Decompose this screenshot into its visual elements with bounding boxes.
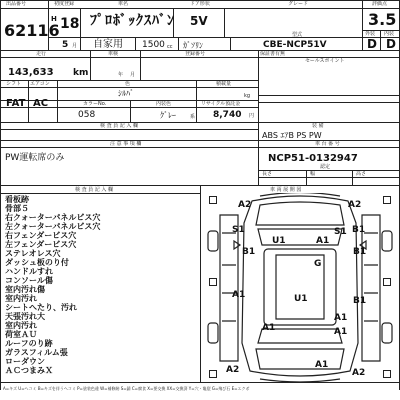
hline-8 bbox=[0, 8, 400, 9]
reg-month-unit: 月 bbox=[72, 43, 78, 49]
damage-mark: U1 bbox=[294, 294, 308, 304]
score: 3.5 bbox=[368, 10, 397, 29]
inspector-item: ガラスフィルム張 bbox=[5, 348, 68, 357]
damage-mark: A2 bbox=[238, 200, 252, 210]
inspector-item: 室内汚れ bbox=[5, 321, 37, 330]
damage-mark: B1 bbox=[353, 296, 367, 306]
vline-n3 bbox=[352, 170, 353, 185]
int-score: D bbox=[386, 37, 396, 51]
inspector-item: 右フェンダービス穴 bbox=[5, 231, 77, 240]
vline-h3 bbox=[80, 8, 81, 50]
aircon: AC bbox=[33, 98, 49, 109]
vline-n2 bbox=[306, 170, 307, 185]
vline-m4 bbox=[28, 80, 29, 122]
recycle: 8,740 bbox=[213, 110, 242, 120]
length-label: 長さ bbox=[262, 171, 273, 177]
damage-mark: G bbox=[314, 259, 322, 269]
inspector-item: シートへたり、汚れ bbox=[5, 303, 77, 312]
score-label: 評価点 bbox=[372, 1, 388, 7]
vline-h7 bbox=[178, 37, 179, 50]
damage-mark: U1 bbox=[272, 236, 286, 246]
ext-score: D bbox=[367, 37, 377, 51]
damage-mark: A1 bbox=[316, 236, 330, 246]
hline-177r bbox=[258, 177, 400, 178]
vline-m3 bbox=[140, 50, 141, 80]
notes-text: PW運転席のみ bbox=[5, 153, 65, 163]
width-label: 幅 bbox=[310, 171, 316, 177]
shift: FAT bbox=[6, 98, 26, 109]
inspector-item: 室内汚れ傷 bbox=[5, 285, 45, 294]
shift-label: シフト bbox=[6, 81, 22, 87]
inspector-title: 検 査 員 記 入 欄 bbox=[75, 187, 113, 193]
era: H bbox=[51, 15, 57, 23]
color-no-label: カラーNo. bbox=[83, 101, 107, 107]
corner-marker bbox=[383, 278, 391, 286]
corner-marker bbox=[209, 196, 217, 204]
warranty-label: 保証書有無 bbox=[260, 51, 286, 57]
vline-m7 bbox=[130, 100, 131, 122]
int-color-label: 内装色 bbox=[156, 101, 172, 107]
inspector-item: ダッシュ板のり付 bbox=[5, 258, 69, 267]
sales-label: セールスポイント bbox=[305, 58, 345, 64]
damage-mark: B1 bbox=[242, 247, 256, 257]
car-name: ﾌﾟﾛﾎﾞｯｸｽﾊﾞﾝ bbox=[90, 13, 175, 29]
inspector-item: 看板跡 bbox=[5, 195, 29, 204]
hline-102r bbox=[258, 102, 400, 103]
approved-label: 認定 bbox=[320, 164, 331, 170]
vline-m2 bbox=[90, 50, 91, 80]
hline-122 bbox=[0, 122, 400, 123]
inspector-item: 室内汚れ bbox=[5, 294, 37, 303]
model: CBE-NCP51V bbox=[263, 40, 327, 50]
inspector-item: ローダウン bbox=[5, 357, 45, 366]
inspector-item: 右クォーターパネルビス穴 bbox=[5, 213, 101, 222]
recycle-label: リサイクル預託金 bbox=[201, 101, 241, 107]
chassis-label: 車 台 番 号 bbox=[315, 141, 340, 147]
reg-month: 5 bbox=[62, 40, 69, 50]
vline-h6 bbox=[135, 37, 136, 50]
frame-left bbox=[0, 0, 1, 390]
displacement: 1500 bbox=[142, 40, 165, 50]
inspector-item: 骨部５ bbox=[5, 204, 29, 213]
inspection-label: 車検 bbox=[108, 51, 119, 57]
first-reg-label: 初度登録 bbox=[54, 1, 75, 7]
aircon-label: エアコン bbox=[30, 81, 50, 87]
color-label: 色 bbox=[125, 81, 131, 87]
color: ｼﾙﾊﾞ bbox=[118, 89, 134, 98]
damage-mark: A1 bbox=[262, 323, 276, 333]
usage: 自家用 bbox=[93, 39, 123, 50]
damage-mark: A1 bbox=[315, 360, 329, 370]
damage-mark: B1 bbox=[352, 225, 366, 235]
hline-382 bbox=[0, 382, 400, 383]
hline-95r bbox=[258, 95, 400, 96]
int-label: 内装 bbox=[384, 31, 395, 37]
exhibit-no-label: 出品番号 bbox=[6, 1, 27, 7]
damage-mark: S1 bbox=[334, 227, 347, 237]
model-label: 型式 bbox=[292, 32, 303, 38]
mileage-unit: km bbox=[73, 68, 89, 78]
inspector-item: ＡＣつまみＸ bbox=[5, 366, 53, 375]
damage-mark: S1 bbox=[232, 225, 245, 235]
hline-129 bbox=[0, 129, 258, 130]
ext-label: 外装 bbox=[365, 31, 376, 37]
vline-h8 bbox=[230, 37, 231, 50]
equipment: ABS ｴｱB PS PW bbox=[262, 131, 322, 140]
damage-mark: A2 bbox=[348, 200, 362, 210]
notes-title: 注 意 事 項 欄 bbox=[110, 141, 142, 147]
inspector-item: 左クォーターパネルビス穴 bbox=[5, 222, 101, 231]
corner-marker bbox=[209, 278, 217, 286]
hline-37 bbox=[48, 37, 362, 38]
height-label: 高さ bbox=[356, 171, 367, 177]
chassis-no: NCP51-0132947 bbox=[268, 153, 358, 164]
inspector-item: ステレオレス穴 bbox=[5, 249, 61, 258]
vline-score bbox=[380, 30, 381, 50]
corner-marker bbox=[383, 370, 391, 378]
inspector-item: コンソール傷 bbox=[5, 276, 53, 285]
hline-170r bbox=[258, 170, 400, 171]
footer-legend: A=キズ U=ヘコミ B=キズを伴うヘコミ P=塗装色違 W=補修跡 S=錆 C=腐食 X=要交換 XX=交換済 Y=穴・亀裂 G=飛び石 E=エクボ bbox=[3, 386, 250, 391]
doors-label: ドア形状 bbox=[190, 1, 210, 7]
hline-193 bbox=[0, 193, 200, 194]
damage-mark: A2 bbox=[352, 368, 366, 378]
reg-year: 18 bbox=[60, 16, 80, 32]
damage-mark: A1 bbox=[334, 313, 348, 323]
corner-marker bbox=[383, 196, 391, 204]
fuel: ｶﾞｿﾘﾝ bbox=[183, 41, 203, 50]
inspector-item: 左フェンダービス穴 bbox=[5, 240, 77, 249]
grade-label: グレード bbox=[288, 1, 309, 7]
load-unit: kg bbox=[244, 93, 251, 99]
hline-147 bbox=[0, 147, 400, 148]
damage-mark: A1 bbox=[232, 290, 246, 300]
displacement-unit: cc bbox=[167, 44, 173, 50]
inspector-item: 天張汚れ大 bbox=[5, 312, 45, 321]
int-suffix: 系 bbox=[190, 114, 196, 120]
mileage: 143,633 bbox=[8, 67, 54, 78]
year-unit: 年 bbox=[118, 72, 124, 78]
exhibit-no: 62116 bbox=[4, 21, 60, 40]
int-color: ｸﾞﾚｰ bbox=[160, 111, 176, 120]
corner-marker bbox=[209, 370, 217, 378]
inspector-item: ハンドルすれ bbox=[5, 267, 53, 276]
damage-mark: A1 bbox=[334, 327, 348, 337]
load-label: 積載量 bbox=[216, 81, 232, 87]
damage-mark: B1 bbox=[353, 247, 367, 257]
mileage-label: 走行 bbox=[36, 51, 47, 57]
car-name-label: 車名 bbox=[118, 1, 129, 7]
vline-n1 bbox=[258, 140, 259, 185]
inspector-item: ルーフのり跡 bbox=[5, 339, 53, 348]
car-diagram bbox=[200, 193, 400, 382]
vline-m5 bbox=[57, 80, 58, 122]
color-no: 058 bbox=[78, 110, 96, 120]
equipment-label: 装 備 bbox=[312, 123, 324, 129]
doors: 5V bbox=[190, 14, 208, 28]
diagram-title: 車 両 展 開 図 bbox=[270, 187, 302, 193]
damage-mark: A2 bbox=[226, 365, 240, 375]
vline-h5 bbox=[224, 8, 225, 37]
hline-140 bbox=[0, 140, 400, 141]
inspector-item: 荷室ＡＵ bbox=[5, 330, 37, 339]
registration-label: 登録番号 bbox=[185, 51, 206, 57]
vline-m6 bbox=[196, 80, 197, 122]
inspection-expiry-label: 検 査 員 記 入 欄 bbox=[100, 123, 138, 129]
hline-87 bbox=[0, 87, 258, 88]
recycle-unit: 円 bbox=[249, 113, 255, 119]
month-unit: 月 bbox=[130, 72, 136, 78]
